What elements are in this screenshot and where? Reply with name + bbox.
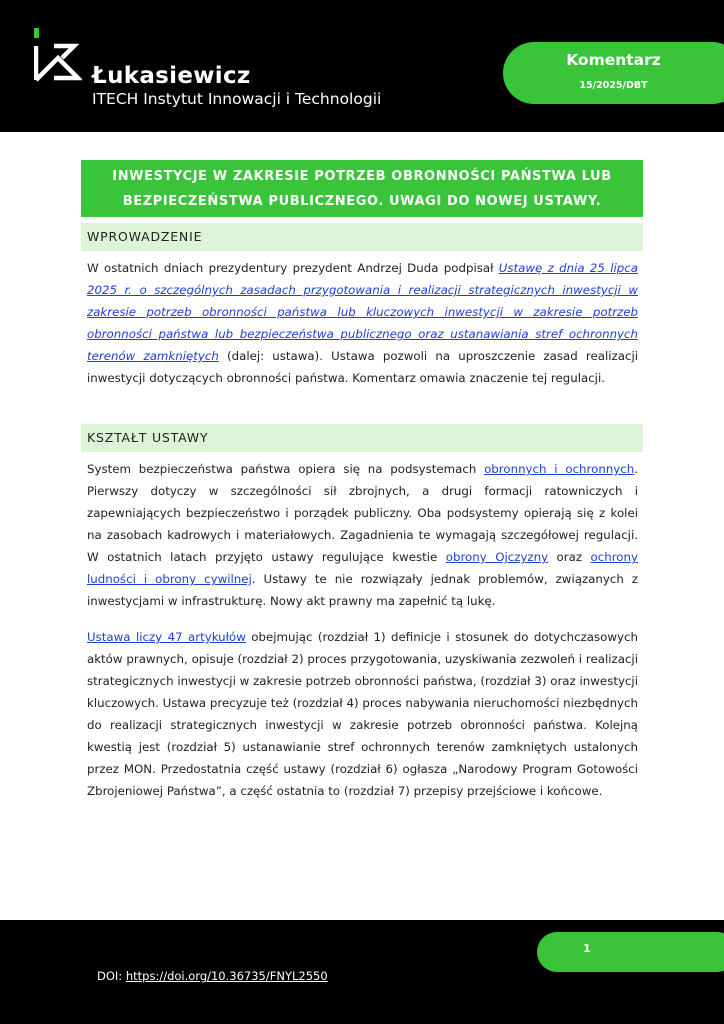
section-heading-label: WPROWADZENIE bbox=[87, 229, 203, 244]
document-title: INWESTYCJE W ZAKRESIE POTRZEB OBRONNOŚCI PAŃSTWA LUB BEZPIECZEŃSTWA PUBLICZNEGO. UWAGI DO NOWEJ USTAWY. bbox=[112, 168, 612, 209]
paragraph-text: W ostatnich dniach prezydentury prezydent Andrzej Duda podpisał bbox=[87, 261, 499, 275]
intro-paragraph bbox=[87, 257, 638, 389]
paragraph-text: oraz bbox=[548, 550, 591, 564]
document-number: 15/2025/DBT bbox=[579, 80, 648, 91]
doi-line bbox=[97, 969, 328, 983]
section-heading-introduction bbox=[81, 223, 643, 251]
section-heading-label: KSZTAŁT USTAWY bbox=[87, 430, 209, 445]
section-heading-shape bbox=[81, 424, 643, 452]
paragraph-text: obejmując (rozdział 1) definicje i stosunek do dotychczasowych aktów prawnych, opisuje (rozdział 2) proces przygotowania, uzyskiwania zezwoleń i realizacji strategicznych inwestycji w zakresie potrzeb obronności państwa, (rozdział 3) oraz inwestycji kluczowych. Ustawa precyzuje też (rozdział 4) proces nabywania nieruchomości niezbędnych do realizacji strategicznych inwestycji w zakresie potrzeb obronności państwa. Kolejną kwestią jest (rozdział 5) ustanawianie stref ochronnych terenów zamkniętych ustalonych przez MON. Przedostatnia część ustawy (rozdział 6) ogłasza „Narodowy Program Gotowości Zbrojeniowej Państwa”, a część ostatnia to (rozdział 7) przepisy przejściowe i końcowe. bbox=[87, 630, 638, 798]
doi-link[interactable]: https://doi.org/10.36735/FNYL2550 bbox=[125, 969, 328, 983]
paragraph-text: (dalej: ustawa). Ustawa pozwoli na uproszczenie zasad realizacji inwestycji dotyczących obronności państwa. Komentarz omawia znaczenie tej regulacji. bbox=[87, 349, 638, 385]
civil-protection-link[interactable]: ochrony ludności i obrony cywilnej bbox=[87, 550, 638, 586]
lukasiewicz-logo-icon bbox=[34, 28, 82, 84]
body-paragraph bbox=[87, 458, 638, 612]
homeland-defense-link[interactable]: obrony Ojczyzny bbox=[445, 550, 549, 564]
page-number: 1 bbox=[583, 942, 591, 955]
paragraph-text: . Ustawy te nie rozwiązały jednak problemów, związanych z inwestycjami w infrastrukturę. Nowy akt prawny ma zapełnić tą lukę. bbox=[87, 572, 638, 608]
paragraph-text: . Pierwszy dotyczy w szczególności sił zbrojnych, a drugi formacji ratowniczych i zapewniających bezpieczeństwo i porządek publiczny. Oba podsystemy opierają się z kolei na zasobach kadrowych i materiałowych. Zagadnienia te wymagają szczegółowej regulacji. W ostatnich latach przyjęto ustawy regulujące kwestie bbox=[87, 462, 638, 564]
document-type-label: Komentarz bbox=[566, 51, 661, 69]
body-paragraph bbox=[87, 626, 638, 802]
paragraph-text: System bezpieczeństwa państwa opiera się na podsystemach bbox=[87, 462, 485, 476]
brand-subtitle: ITECH Instytut Innowacji i Technologii bbox=[92, 90, 382, 108]
brand-name: Łukasiewicz bbox=[92, 63, 251, 89]
doi-label: DOI: bbox=[97, 969, 126, 983]
document-title-box bbox=[81, 160, 643, 217]
statute-articles-link[interactable]: Ustawa liczy 47 artykułów bbox=[87, 630, 246, 644]
defense-systems-link[interactable]: obronnych i ochronnych bbox=[484, 462, 635, 476]
statute-link[interactable]: Ustawę z dnia 25 lipca 2025 r. o szczególnych zasadach przygotowania i realizacji strategicznych inwestycji w zakresie potrzeb obronności państwa lub kluczowych inwestycji w zakresie potrzeb obronności państwa lub bezpieczeństwa publicznego oraz ustanawiania stref ochronnych terenów zamkniętych bbox=[87, 261, 638, 363]
